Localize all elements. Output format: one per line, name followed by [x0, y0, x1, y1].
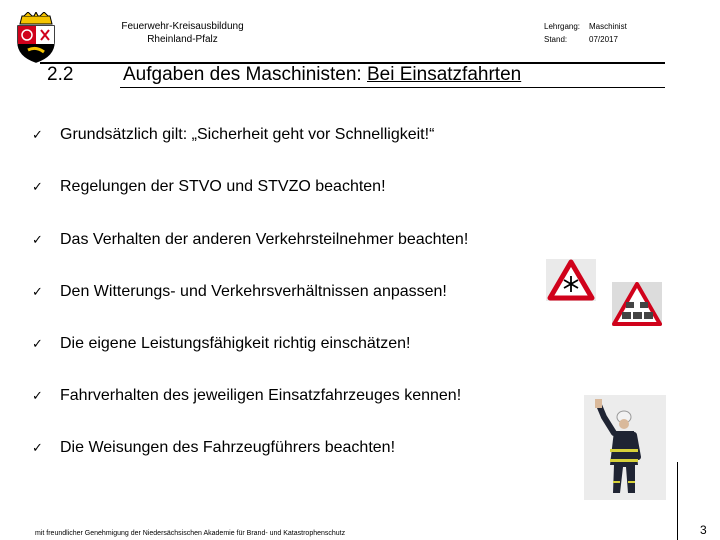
organization-line1: Feuerwehr-Kreisausbildung — [121, 21, 244, 32]
course-meta — [544, 20, 627, 46]
course-value: Maschinist — [589, 22, 627, 31]
coat-of-arms-icon — [14, 12, 58, 64]
slide-title-main: Aufgaben des Maschinisten: — [123, 64, 367, 85]
bullet-text: Fahrverhalten des jeweiligen Einsatzfahrzeuges kennen! — [60, 387, 462, 404]
bullet-text: Regelungen der STVO und STVZO beachten! — [60, 178, 386, 195]
slide-number: 2.2 — [47, 64, 74, 85]
checkmark-icon: ✓ — [32, 388, 43, 403]
bullet-item — [32, 282, 447, 302]
bullet-item — [32, 334, 410, 354]
footer-credit: mit freundlicher Genehmigung der Niedersächsischen Akademie für Brand- und Katastrophenschutz — [35, 530, 346, 537]
bullet-item — [32, 177, 386, 197]
bullet-text: Die Weisungen des Fahrzeugführers beachten! — [60, 439, 396, 456]
slide-title — [123, 64, 521, 86]
title-divider — [120, 87, 665, 88]
snow-warning-sign-icon — [546, 259, 596, 301]
checkmark-icon: ✓ — [32, 127, 43, 142]
bullet-item — [32, 125, 434, 145]
organization-line2: Rheinland-Pfalz — [147, 34, 218, 45]
status-value: 07/2017 — [589, 35, 618, 44]
bullet-text: Die eigene Leistungsfähigkeit richtig einschätzen! — [60, 335, 411, 352]
bullet-item — [32, 230, 468, 250]
course-label: Lehrgang: — [544, 22, 581, 31]
checkmark-icon: ✓ — [32, 284, 43, 299]
bullet-text: Das Verhalten der anderen Verkehrsteilnehmer beachten! — [60, 231, 469, 248]
bullet-item — [32, 386, 461, 406]
checkmark-icon: ✓ — [32, 336, 43, 351]
firefighter-figure-icon — [584, 395, 666, 500]
page-divider — [677, 462, 678, 540]
slide-title-underlined: Bei Einsatzfahrten — [367, 64, 522, 85]
checkmark-icon: ✓ — [32, 179, 43, 194]
bullet-item — [32, 438, 395, 458]
bullet-text: Grundsätzlich gilt: „Sicherheit geht vor Schnelligkeit!“ — [60, 126, 435, 143]
checkmark-icon: ✓ — [32, 440, 43, 455]
organization-name — [90, 20, 275, 46]
checkmark-icon: ✓ — [32, 232, 43, 247]
page-number: 3 — [700, 523, 707, 537]
status-label: Stand: — [544, 35, 568, 44]
traffic-jam-sign-icon — [612, 282, 662, 326]
bullet-text: Den Witterungs- und Verkehrsverhältnissen anpassen! — [60, 283, 447, 300]
